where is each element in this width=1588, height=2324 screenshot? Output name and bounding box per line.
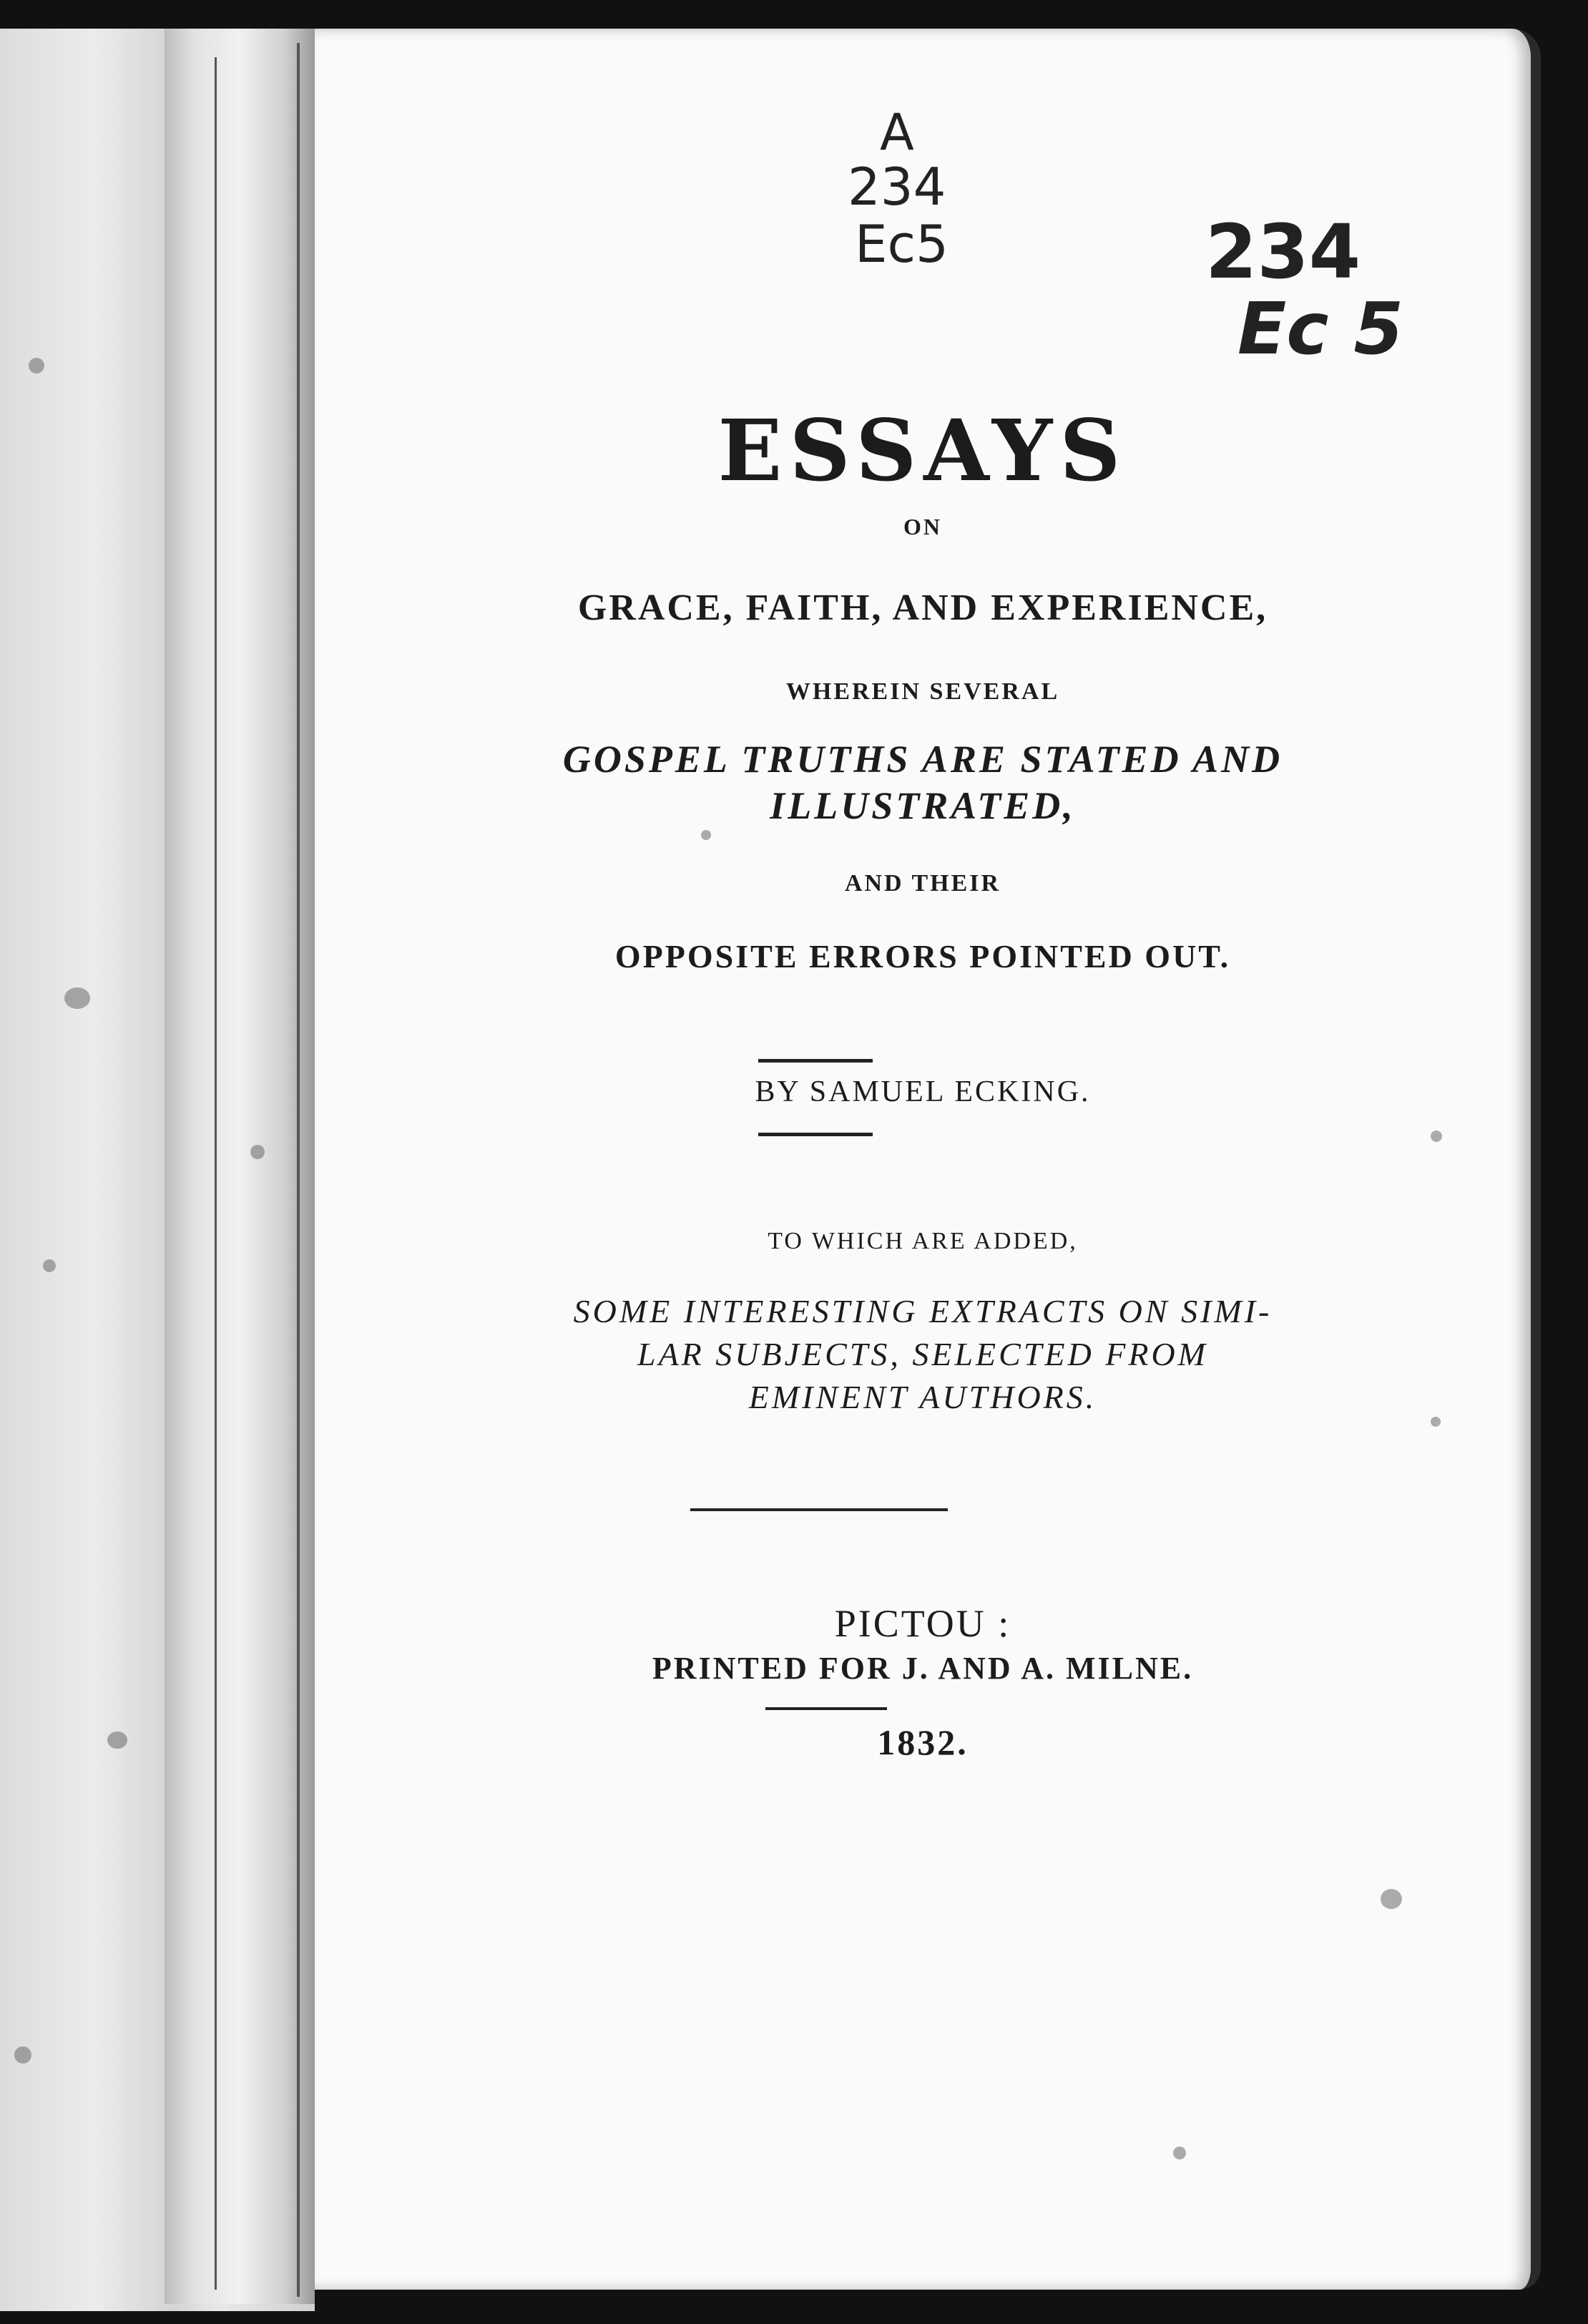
spine-edge	[297, 43, 300, 2297]
imprint-printer: PRINTED FOR J. AND A. MILNE.	[652, 1651, 1194, 1686]
imprint-year: 1832.	[877, 1722, 969, 1762]
pencil-call-cutter: Ec5	[855, 214, 949, 274]
foxing-spot	[1431, 1131, 1442, 1142]
author: BY SAMUEL ECKING.	[755, 1075, 1091, 1108]
title-on: ON	[903, 514, 942, 540]
title-page	[315, 29, 1541, 2290]
rule-below-author	[758, 1133, 873, 1136]
pencil-call-letter: A	[880, 103, 914, 162]
book-spine	[165, 29, 315, 2304]
subtitle: GRACE, FAITH, AND EXPERIENCE,	[577, 587, 1268, 628]
italic-line-2: ILLUSTRATED,	[770, 784, 1076, 827]
foxing-spot	[107, 1732, 127, 1749]
extracts-line-2: LAR SUBJECTS, SELECTED FROM	[637, 1336, 1208, 1372]
foxing-spot	[701, 830, 711, 840]
added-line: TO WHICH ARE ADDED,	[768, 1228, 1078, 1254]
foxing-spot	[250, 1145, 265, 1159]
italic-line-1: GOSPEL TRUTHS ARE STATED AND	[562, 738, 1283, 781]
and-their-line: AND THEIR	[844, 870, 1001, 897]
foxing-spot	[1173, 2147, 1186, 2159]
foxing-spot	[1431, 1417, 1441, 1427]
book-title: ESSAYS	[717, 401, 1128, 500]
foxing-spot	[29, 358, 44, 374]
pencil-call-number: 234	[848, 157, 946, 217]
extracts-line-3: EMINENT AUTHORS.	[748, 1379, 1097, 1415]
rule-above-author	[758, 1059, 873, 1063]
ink-call-cutter: Ec 5	[1237, 287, 1403, 371]
imprint-place: PICTOU :	[834, 1602, 1011, 1645]
foxing-spot	[1381, 1889, 1402, 1909]
imprint-rule	[690, 1508, 948, 1511]
extracts-line-1: SOME INTERESTING EXTRACTS ON SIMI-	[573, 1293, 1273, 1329]
foxing-spot	[64, 987, 90, 1009]
spine-crease	[215, 57, 217, 2290]
foxing-spot	[43, 1259, 56, 1272]
rule-above-year	[765, 1707, 887, 1710]
foxing-spot	[14, 2046, 31, 2064]
wherein-line: WHEREIN SEVERAL	[785, 678, 1060, 705]
ink-call-number: 234	[1205, 208, 1361, 296]
opposite-errors-line: OPPOSITE ERRORS POINTED OUT.	[614, 938, 1231, 975]
